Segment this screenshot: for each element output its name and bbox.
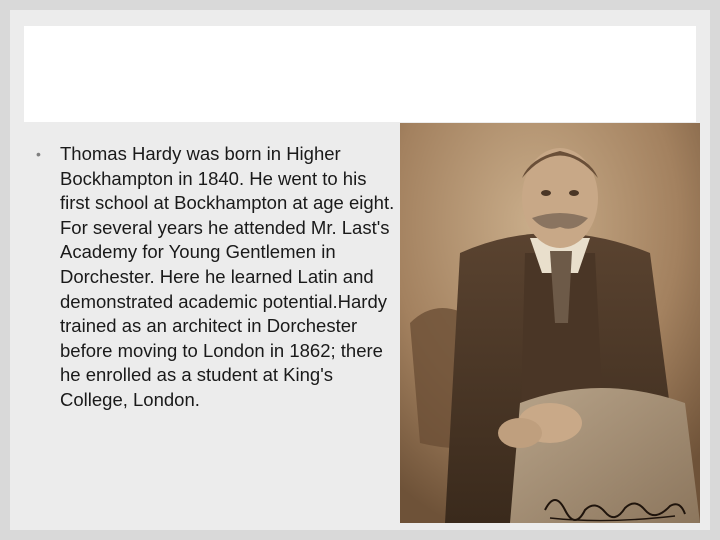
signature-image [535,480,695,530]
portrait-photo [400,123,700,523]
portrait-image [400,123,700,523]
signature [535,480,695,530]
title-placeholder [24,26,696,122]
slide [10,10,710,530]
bullet-dot: • [36,146,41,162]
bullet-text: Thomas Hardy was born in Higher Bockhampton in 1840. He went to his first school at Bockhampton at age eight. For several years he attended Mr. Last's Academy for Young Gentlemen in Dorchester. Here he learned Latin and demonstrated academic potential.Hardy trained as an architect in Dorchester before moving to London in 1862; there he enrolled as a student at King's College, London. [60,143,395,410]
bullet-item [36,142,396,413]
bullet-list [36,142,396,413]
